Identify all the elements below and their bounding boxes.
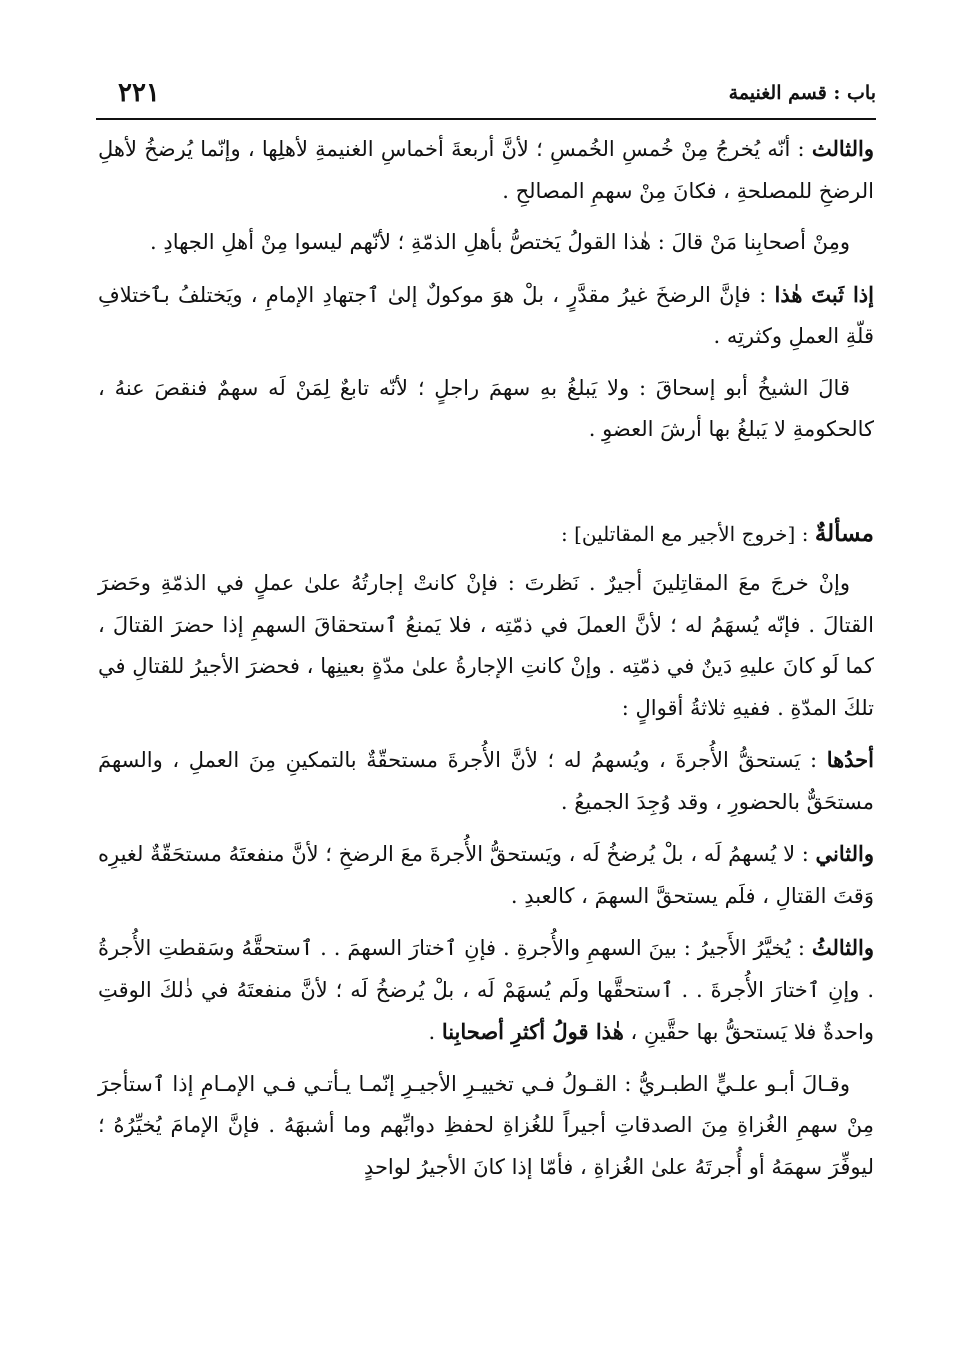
paragraph-lead: والثالث: [811, 136, 874, 161]
paragraph-text: وقـالَ أبـو علـيٍّ الطبـريُّ : القـولُ فـي تخييـرِ الأجيـرِ إنّمـا يـأتـي فـي الإمـامِ إذا ٱستأجرَ مِنْ سهمِ الغُزاةِ مِنَ الصدقاتِ أجيراً للغُزاةِ لحفظِ دوابِّهم وما أشبهَهُ . فإنَّ الإمامَ يُخيِّرُهُ ؛ ليوفِّرَ سهمَهُ أو أُجرتَهُ علىٰ الغُزاةِ ، فأمّا إذا كانَ الأجيرُ لواحدٍ: [98, 1071, 874, 1179]
chapter-title: باب : قسم الغنيمة: [728, 82, 876, 104]
paragraph-third-opinion: [98, 128, 874, 212]
paragraph-companions: [98, 222, 874, 264]
paragraph-lead: أحدُها: [826, 747, 874, 772]
paragraph-first-view: [98, 739, 874, 823]
paragraph-hired-worker: [98, 563, 874, 729]
paragraph-if-established: [98, 274, 874, 358]
issue-label: مسألةٌ: [814, 519, 874, 547]
paragraph-lead: إذا ثَبتَ هٰذا: [774, 281, 874, 307]
page-number: ٢٢١: [118, 78, 160, 108]
paragraph-lead: والثالثُ: [811, 935, 874, 960]
paragraph-text: : أنّه يُخرجُ مِنْ خُمسِ الخُمسِ ؛ لأنَّ أربعةَ أخماسِ الغنيمةِ لأهلِها ، وإنّما يُرضخُ لأهلِ الرضخِ للمصلحةِ ، فكانَ مِنْ سهمِ المصالحِ .: [98, 137, 874, 203]
majority-opinion: هٰذا قولُ أكثرِ أصحابِنا: [441, 1019, 624, 1044]
paragraph-al-tabari: [98, 1064, 874, 1189]
paragraph-text: : فإنَّ الرضخَ غيرُ مقدَّرٍ ، بلْ هوَ موكولٌ إلىٰ ٱجتهادِ الإمامِ ، ويَختلفُ بٱختلافِ قلّةِ العملِ وكثرتِه .: [98, 282, 874, 348]
paragraph-third-view: [98, 927, 874, 1054]
paragraph-text: : لا يُسهمُ لَه ، بلْ يُرضخُ لَه ، ويَستحقُّ الأُجرةَ معَ الرضخِ ؛ لأنَّ منفعتَهُ مستحَقّةٌ لغيرِه وَقتَ القتالِ ، فلَم يستحقَّ السهمَ ، كالعبدِ .: [98, 842, 874, 908]
issue-heading: [98, 513, 874, 556]
paragraph-tail: .: [428, 1020, 442, 1044]
paragraph-second-view: [98, 833, 874, 917]
running-header: [96, 72, 876, 122]
paragraph-text: قالَ الشيخُ أبو إسحاقَ : ولا يَبلغُ بهِ سهمَ راجلٍ ؛ لأنّه تابعٌ لِمَنْ لَه سهمٌ فنقصَ عنهُ ، كالحكومةِ لا يَبلغُ بها أرشَ العضوِ .: [98, 375, 874, 441]
paragraph-text: : يَستحقُّ الأُجرةَ ، ويُسهمُ له ؛ لأنَّ الأُجرةَ مستحقّةٌ بالتمكينِ مِنَ العملِ ، والسهمَ مستحَقٌّ بالحضورِ ، وقد وُجِدَ الجميعُ .: [98, 748, 874, 814]
section-gap: [98, 461, 874, 513]
paragraph-lead: والثاني: [815, 841, 874, 866]
paragraph-text: ومِنْ أصحابِنا مَنْ قالَ : هٰذا القولُ يَختصُّ بأهلِ الذمّةِ ؛ لأنّهم ليسوا مِنْ أهلِ الجهادِ .: [150, 230, 850, 254]
page-body: [98, 128, 874, 1198]
paragraph-abu-ishaq: [98, 368, 874, 451]
paragraph-text: وإنْ خرجَ معَ المقاتِلينَ أجيرٌ . نَظرتَ : فإنْ كانتْ إجارتُهُ علىٰ عملٍ في الذمّةِ وحَضرَ القتالَ . فإنّه يُسهَمُ له ؛ لأنَّ العملَ في ذمّتِه ، فلا يَمنعُ ٱستحقاقَ السهمِ إذا حضرَ القتالَ ، كما لَو كانَ عليهِ دَينٌ في ذمّتِه . وإنْ كانتِ الإجارةُ علىٰ مدّةٍ بعينِها ، فحضرَ الأجيرُ للقتالِ في تلكَ المدّةِ . ففيهِ ثلاثةُ أقوالٍ :: [98, 571, 874, 720]
issue-title: : [خروج الأجير مع المقاتلين] :: [560, 521, 815, 546]
header-rule: [96, 118, 876, 120]
paragraph-text: : يُخيَّرُ الأَجيرُ : بينَ السهمِ والأُجرةِ . فإنِ ٱختارَ السهمَ . . ٱستحقَّهُ وسَقطتِ الأُجرةُ . وإنِ ٱختارَ الأُجرةَ . . ٱستحقَّها ولَم يُسهَمْ لَه ، بلْ يُرضخُ لَه ؛ لأنَّ منفعتَهُ في ذٰلكَ الوقتِ واحدةٌ فلا يَستحقُّ بها حقَّينِ ،: [98, 936, 874, 1044]
